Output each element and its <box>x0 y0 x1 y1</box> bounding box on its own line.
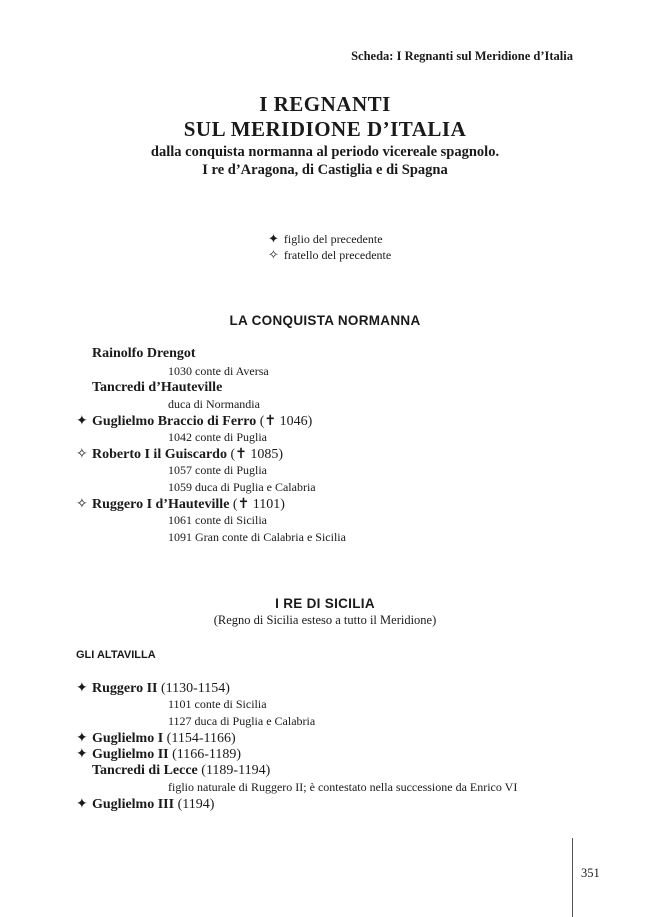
ruler-name: Ruggero II <box>92 681 158 696</box>
legend-son-text: figlio del precedente <box>283 232 383 246</box>
ruler-dates: (1130-1154) <box>160 681 230 696</box>
ruler-name: Roberto I il Guiscardo <box>92 447 227 462</box>
ruler-entry <box>76 680 230 697</box>
son-symbol-icon: ✦ <box>268 231 279 246</box>
ruler-dates: (1166-1189) <box>172 747 242 762</box>
son-symbol-icon: ✦ <box>76 797 88 812</box>
ruler-detail: 1030 conte di Aversa <box>168 364 269 378</box>
ruler-name: Guglielmo Braccio di Ferro <box>92 414 257 429</box>
ruler-dates: (✝ 1085) <box>230 447 284 462</box>
ruler-dates: (1194) <box>177 797 215 812</box>
ruler-detail: 1091 Gran conte di Calabria e Sicilia <box>168 530 346 544</box>
section-heading-norman: LA CONQUISTA NORMANNA <box>229 313 421 328</box>
brother-symbol-icon: ✧ <box>76 447 88 462</box>
ruler-entry <box>76 446 283 463</box>
ruler-name: Rainolfo Drengot <box>92 346 196 361</box>
brother-symbol-icon: ✧ <box>76 497 88 512</box>
ruler-dates: (✝ 1046) <box>259 414 313 429</box>
ruler-detail: 1127 duca di Puglia e Calabria <box>168 714 316 728</box>
ruler-name: Tancredi d’Hauteville <box>92 380 223 395</box>
legend-brother-text: fratello del precedente <box>283 248 392 262</box>
son-symbol-icon: ✦ <box>76 414 88 429</box>
ruler-entry <box>76 346 196 362</box>
ruler-entry <box>76 730 236 747</box>
ruler-name: Tancredi di Lecce <box>92 763 198 778</box>
ruler-detail: 1042 conte di Puglia <box>168 430 267 444</box>
title-line-2: SUL MERIDIONE D’ITALIA <box>183 117 467 141</box>
ruler-detail: duca di Normandia <box>168 397 260 411</box>
subtitle-line-2: I re d’Aragona, di Castiglia e di Spagna <box>202 162 448 178</box>
title-line-1: I REGNANTI <box>259 92 391 116</box>
ruler-name: Ruggero I d’Hauteville <box>92 497 230 512</box>
ruler-detail: figlio naturale di Ruggero II; è contestato nella successione da Enrico VI <box>168 780 518 794</box>
section-heading-sicily: I RE DI SICILIA <box>275 596 375 611</box>
ruler-detail: 1061 conte di Sicilia <box>168 513 267 527</box>
son-symbol-icon: ✦ <box>76 731 88 746</box>
dynasty-heading: GLI ALTAVILLA <box>76 649 156 661</box>
legend-brother <box>268 247 391 263</box>
page-number-rule <box>572 838 573 917</box>
subtitle-line-1: dalla conquista normanna al periodo vicereale spagnolo. <box>150 144 500 160</box>
ruler-entry <box>76 413 312 430</box>
ruler-dates: (1189-1194) <box>201 763 271 778</box>
son-symbol-icon: ✦ <box>76 681 88 696</box>
ruler-detail: 1101 conte di Sicilia <box>168 697 267 711</box>
ruler-detail: 1057 conte di Puglia <box>168 463 267 477</box>
legend-son <box>268 231 383 247</box>
ruler-entry <box>76 796 214 813</box>
ruler-entry <box>76 496 285 513</box>
running-head: Scheda: I Regnanti sul Meridione d’Italia <box>351 49 573 63</box>
ruler-entry <box>76 380 222 396</box>
ruler-entry <box>76 763 270 779</box>
section-note: (Regno di Sicilia esteso a tutto il Meridione) <box>213 613 437 627</box>
ruler-name: Guglielmo I <box>92 731 164 746</box>
ruler-dates: (✝ 1101) <box>232 497 285 512</box>
ruler-dates: (1154-1166) <box>166 731 236 746</box>
page-number: 351 <box>581 866 600 880</box>
brother-symbol-icon: ✧ <box>268 247 279 262</box>
ruler-entry <box>76 746 241 763</box>
ruler-name: Guglielmo II <box>92 747 169 762</box>
ruler-name: Guglielmo III <box>92 797 175 812</box>
son-symbol-icon: ✦ <box>76 747 88 762</box>
ruler-detail: 1059 duca di Puglia e Calabria <box>168 480 316 494</box>
